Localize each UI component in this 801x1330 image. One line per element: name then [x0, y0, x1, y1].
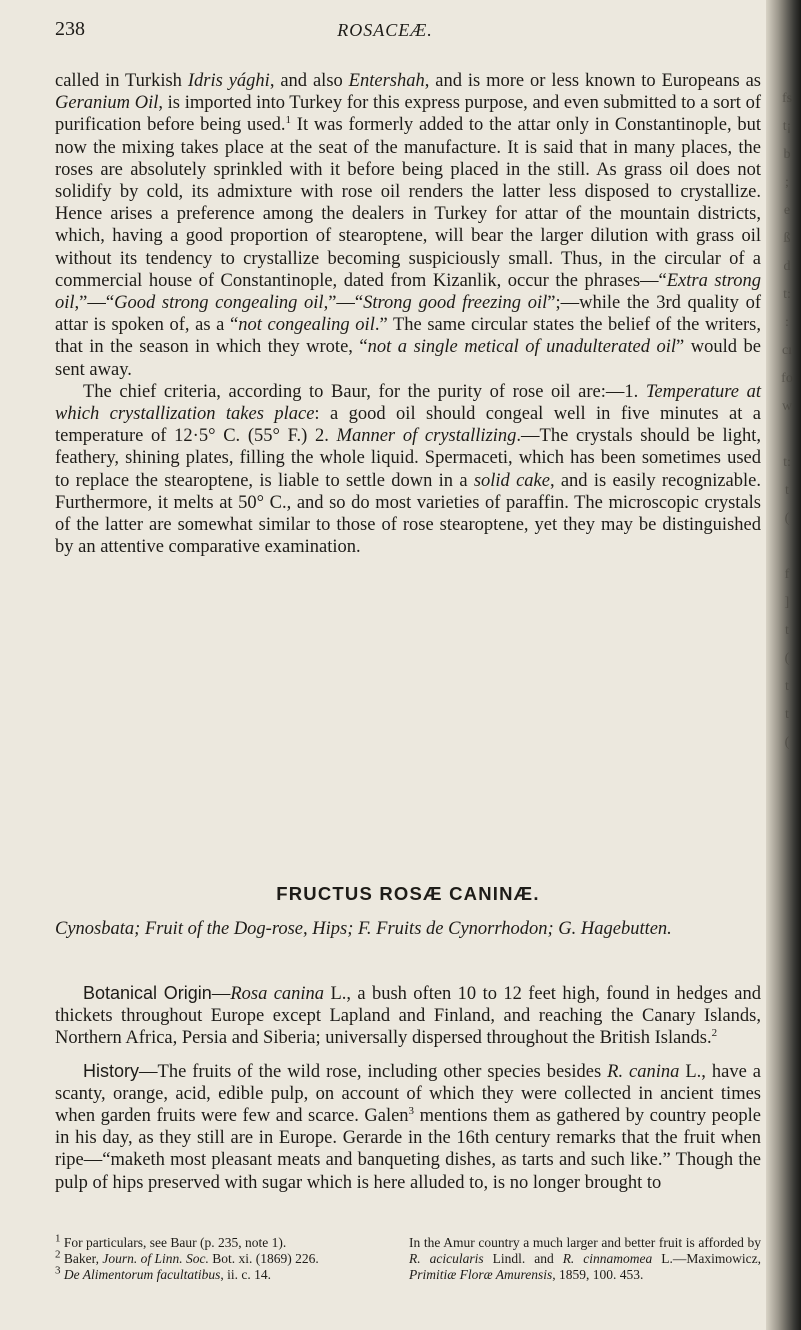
section-title: FRUCTUS ROSÆ CANINÆ.	[276, 883, 540, 904]
botanical-origin-label: Botanical Origin	[83, 983, 212, 1003]
history-text: —The fruits of the wild rose, including other species besides R. canina L., have a scanty, orange, acid, edible pulp, on account of which they were collected in ancient times when garden fruits were few and scarce. Galen$^3$ mentions them as gathered by country people in his day, as they still are in Europe. Gerarde in the 16th century remarks that the fruit when ripe—“maketh most pleasant meats and banqueting dishes, as tarts and such like.” Though the pulp of hips preserved with sugar which is here alluded to, is no longer brought to	[55, 1061, 761, 1193]
section-body	[55, 982, 761, 1204]
adjacent-page-fragment: fs t¡ b ; e ß d t: : cı fo w t: t ( f ] t ( t t (	[781, 91, 793, 750]
footnotes-right-column	[409, 1235, 761, 1283]
running-title: ROSACEÆ.	[337, 20, 433, 40]
botanical-origin-text: —Rosa canina L., a bush often 10 to 12 feet high, found in hedges and thickets throughout Europe except Lapland and Finland, and reaching the Canary Islands, Northern Africa, Persia and Siberia; universally dispersed throughout the British Islands.$^2$	[55, 984, 761, 1049]
footnote: $^3$ De Alimentorum facultatibus, ii. c. 14.	[55, 1264, 271, 1282]
paragraph: called in Turkish Idris yághi, and also Entershah, and is more or less known to Europeans as Geranium Oil, is imported into Turkey for this express purpose, and even submitted to a sort of purification before being used.$^1$ It was formerly added to the attar only in Constantinople, but now the mixing takes place at the seat of the manufacture. It is said that in many places, the roses are absolutely sprinkled with it before being placed in the still. As grass oil does not solidify by cold, its admixture with rose oil renders the latter less disposed to crystallize. Hence arises a preference among the dealers in Turkey for attar of the mountain districts, which, having a good proportion of stearoptene, will bear the larger dilution with grass oil without its tendency to crystallize becoming suspiciously small. Thus, in the circular of a commercial house of Constantinople, dated from Kizanlik, occur the phrases—“Extra strong oil,”—“Good strong congealing oil,”—“Strong good freezing oil”;—while the 3rd quality of attar is spoken of, as a “not congealing oil.” The same circular states the belief of the writers, that in the season in which they wrote, “not a single metical of unadulterated oil” would be sent away.	[55, 71, 762, 380]
synonyms-line: Cynosbata; Fruit of the Dog-rose, Hips; F. Fruits de Cynorrhodon; G. Hagebutten.	[55, 919, 672, 939]
botanical-origin-paragraph	[55, 982, 761, 1050]
history-label: History	[83, 1060, 140, 1081]
book-gutter-shadow	[766, 0, 801, 1330]
page-number: 238	[55, 18, 85, 40]
footnote-continuation: In the Amur country a much larger and better fruit is afforded by R. acicularis Lindl. and R. cinnamomea L.—Maximowicz, Primitiæ Floræ Amurensis, 1859, 100. 453.	[409, 1235, 761, 1282]
main-text	[55, 70, 761, 558]
footnote: $^1$ For particulars, see Baur (p. 235, note 1).	[55, 1232, 287, 1250]
footnote: $^2$ Baker, Journ. of Linn. Soc. Bot. xi. (1869) 226.	[55, 1248, 319, 1266]
history-paragraph	[55, 1060, 761, 1194]
footnotes-left-column	[55, 1232, 385, 1283]
paragraph: The chief criteria, according to Baur, for the purity of rose oil are:—1. Temperature at which crystallization takes place: a good oil should congeal well in five minutes at a temperature of 12·5° C. (55° F.) 2. Manner of crystallizing.—The crystals should be light, feathery, shining plates, filling the whole liquid. Spermaceti, which has been sometimes used to replace the stearoptene, is liable to settle down in a solid cake, and is easily recognizable. Furthermore, it melts at 50° C., and so do most varieties of paraffin. The microscopic crystals of the latter are somewhat similar to those of rose stearoptene, yet they may be distinguished by an attentive comparative examination.	[55, 381, 762, 558]
page-header	[55, 18, 715, 52]
